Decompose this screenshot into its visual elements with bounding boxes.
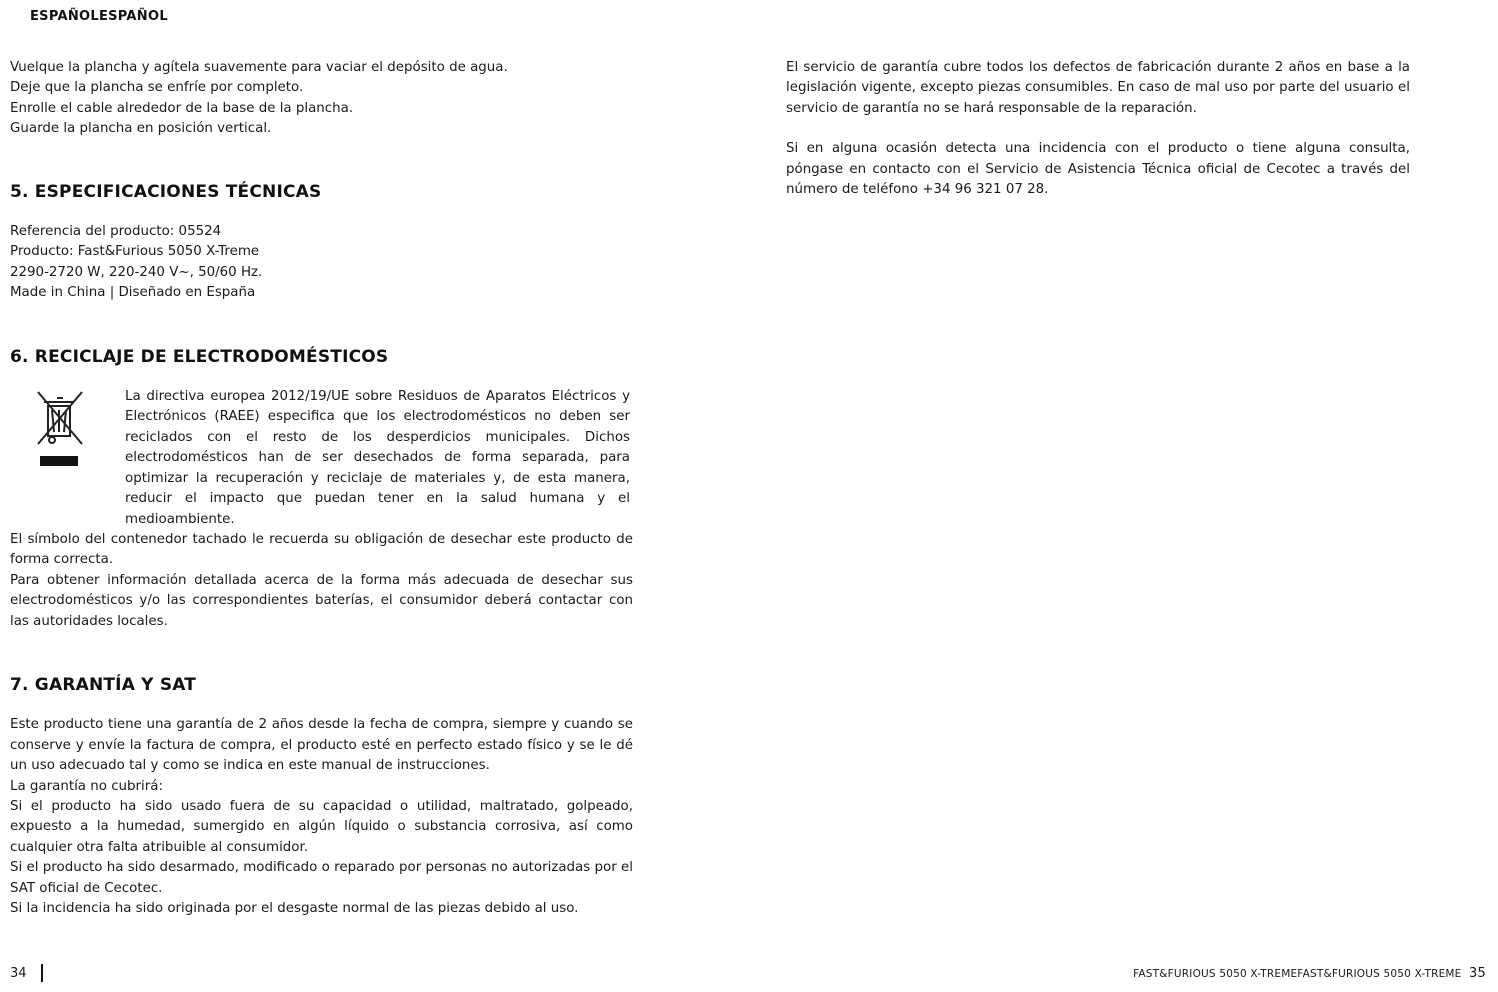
specs-heading: 5. ESPECIFICACIONES TÉCNICAS [10, 181, 322, 202]
warranty-exclusion: Si el producto ha sido desarmado, modificado o reparado por personas no autorizadas por el SAT oficial de Cecotec. [10, 860, 633, 896]
warranty-heading: 7. GARANTÍA Y SAT [10, 674, 197, 695]
footer-divider [41, 964, 43, 982]
spec-line: Referencia del producto: 05524 [10, 224, 222, 240]
intro-line: Enrolle el cable alrededor de la base de la plancha. [10, 100, 354, 116]
footer-left [10, 964, 43, 982]
spec-line: Made in China | Diseñado en España [10, 285, 256, 301]
spec-line: 2290-2720 W, 220-240 V~, 50/60 Hz. [10, 264, 263, 280]
support-contact-text: Si en alguna ocasión detecta una incidencia con el producto o tiene alguna consulta, póngase en contacto con el Servicio de Asistencia Técnica oficial de Cecotec a través del número de teléfono +34 96 321 07 28. [786, 141, 1410, 198]
running-header: ESPAÑOLESPAÑOL [30, 9, 168, 24]
page-number-right: 35 [1469, 966, 1486, 981]
recycling-block [10, 387, 633, 530]
recycling-symbol-text: El símbolo del contenedor tachado le recuerda su obligación de desechar este producto de forma correcta. [10, 531, 633, 568]
page-number-left: 34 [10, 965, 27, 981]
crossed-out-wheelie-bin-icon [10, 387, 125, 490]
warranty-not-covered-label: La garantía no cubrirá: [10, 778, 163, 794]
recycling-heading: 6. RECICLAJE DE ELECTRODOMÉSTICOS [10, 346, 389, 367]
warranty-exclusion: Si la incidencia ha sido originada por el desgaste normal de las piezas debido al uso. [10, 901, 579, 916]
warranty-exclusion: Si el producto ha sido usado fuera de su capacidad o utilidad, maltratado, golpeado, expuesto a la humedad, sumergido en algún líquido o substancia corrosiva, así como cualquier otra falta atribuible al consumidor. [10, 798, 633, 855]
recycling-contact-text: Para obtener información detallada acerca de la forma más adecuada de desechar sus electrodomésticos y/o las correspondientes baterías, el consumidor deberá contactar con las autoridades locales. [10, 572, 633, 629]
intro-line: Guarde la plancha en posición vertical. [10, 121, 272, 137]
warranty-intro: Este producto tiene una garantía de 2 años desde la fecha de compra, siempre y cuando se conserve y envíe la factura de compra, el producto esté en perfecto estado físico y se le dé un uso adecuado tal y como se indica en este manual de instrucciones. [10, 717, 633, 774]
left-column [10, 58, 633, 919]
recycling-directive-text: La directiva europea 2012/19/UE sobre Residuos de Aparatos Eléctricos y Electrónicos (RAEE) especifica que los electrodomésticos no deben ser reciclados con el resto de los desperdicios municipales. Dichos electrodomésticos han de ser desechados de forma separada, para optimizar la recuperación y reciclaje de materiales y, de esta manera, reducir el impacto que puedan tener en la salud humana y el medioambiente. [125, 389, 630, 527]
footer-right [1133, 966, 1486, 981]
right-column [786, 58, 1410, 200]
intro-line: Deje que la plancha se enfríe por completo. [10, 80, 304, 96]
intro-line: Vuelque la plancha y agítela suavemente para vaciar el depósito de agua. [10, 60, 508, 75]
footer-product-name: FAST&FURIOUS 5050 X-TREMEFAST&FURIOUS 5050 X-TREME [1133, 968, 1462, 980]
spec-line: Producto: Fast&Furious 5050 X-Treme [10, 244, 260, 260]
warranty-coverage-text: El servicio de garantía cubre todos los defectos de fabricación durante 2 años en base a la legislación vigente, excepto piezas consumibles. En caso de mal uso por parte del usuario el servicio de garantía no se hará responsable de la reparación. [786, 60, 1410, 116]
